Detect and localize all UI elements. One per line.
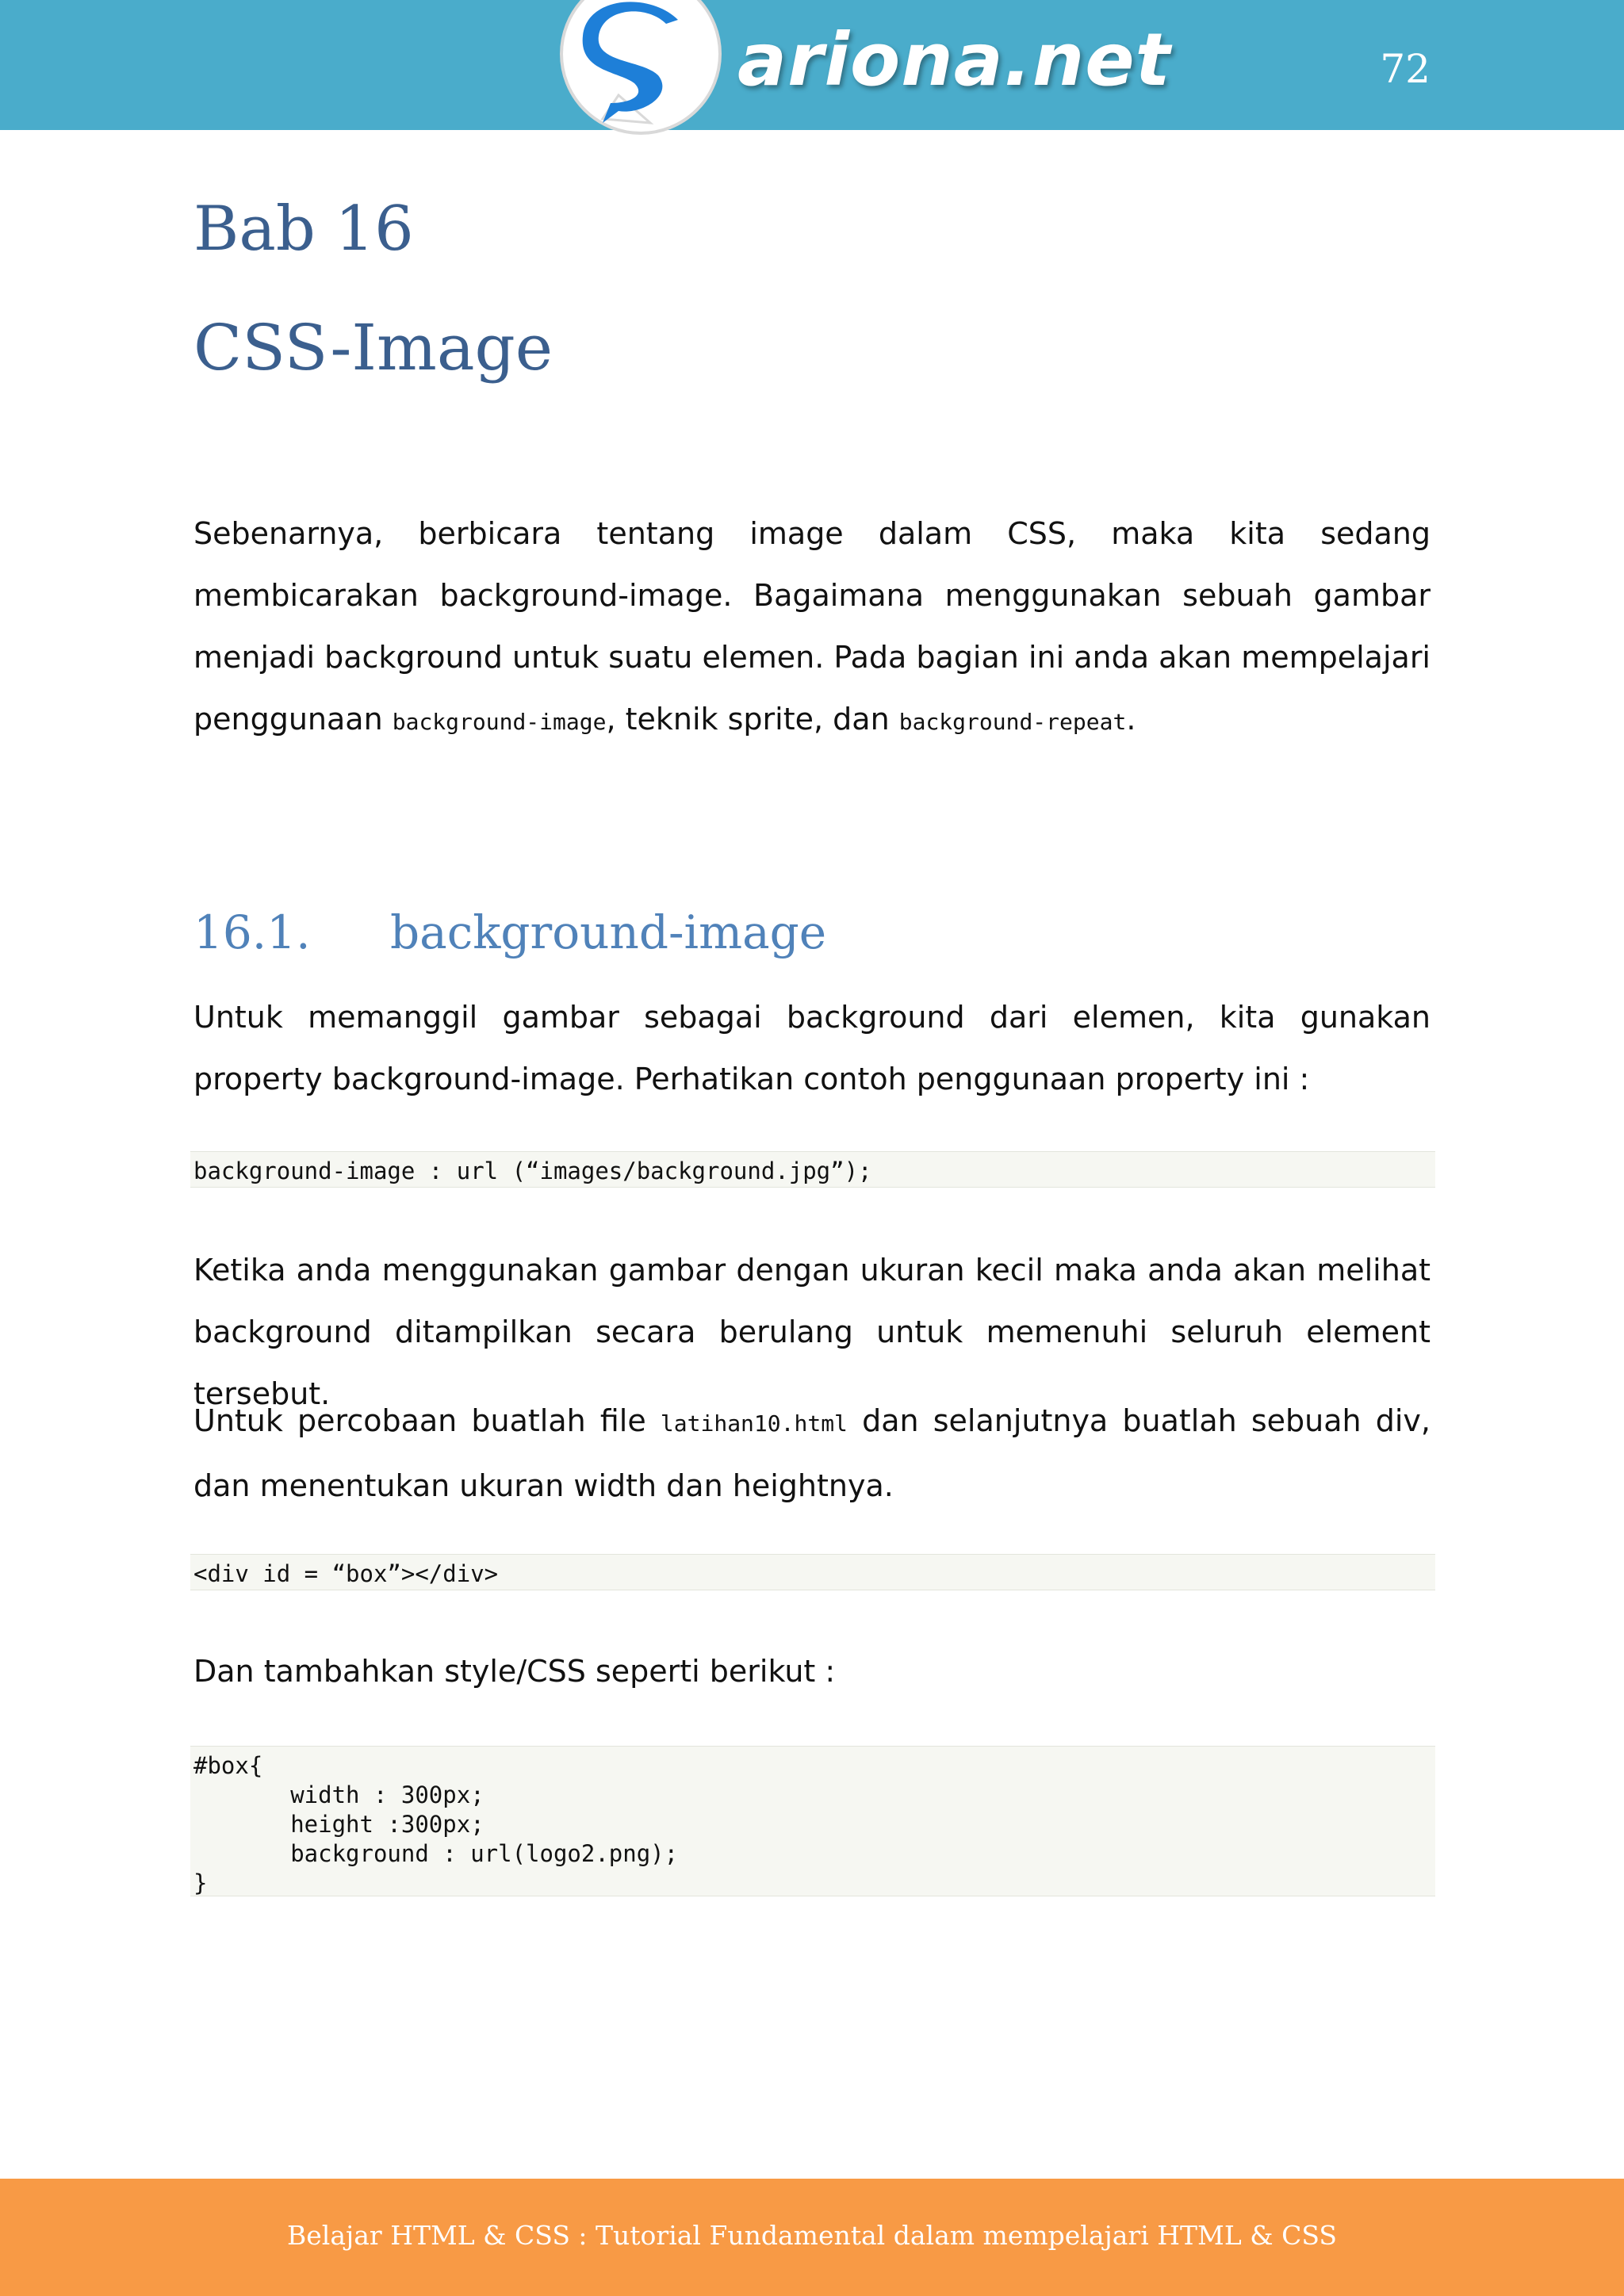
body-paragraph: Ketika anda menggunakan gambar dengan ukuran kecil maka anda akan melihat background ditampilkan secara berulang untuk memenuhi seluruh element tersebut. — [193, 1253, 1431, 1411]
intro-text: , teknik sprite, dan — [606, 702, 899, 737]
body-paragraph — [193, 1390, 1431, 1517]
footer-text: Belajar HTML & CSS : Tutorial Fundamental dalam mempelajari HTML & CSS — [287, 2220, 1337, 2251]
page-footer — [0, 2179, 1624, 2296]
chapter-label: Bab 16 — [193, 193, 414, 265]
brand-name: ariona.net — [737, 17, 1171, 102]
body-paragraph: Untuk memanggil gambar sebagai background dari elemen, kita gunakan property background-image. Perhatikan contoh penggunaan property ini : — [193, 1000, 1431, 1096]
section-heading — [193, 905, 826, 959]
inline-code: background-repeat — [898, 709, 1127, 735]
code-block: background-image : url (“images/background.jpg”); — [190, 1151, 1435, 1188]
intro-paragraph — [193, 503, 1431, 753]
section-number: 16.1. — [193, 905, 311, 959]
code-block: <div id = “box”></div> — [190, 1554, 1435, 1590]
body-text: dan selanjutnya buatlah sebuah div, dan menentukan ukuran width dan heightnya. — [193, 1403, 1431, 1503]
inline-code: latihan10.html — [660, 1410, 848, 1437]
intro-text: Sebenarnya, berbicara tentang image dalam CSS, maka kita sedang membicarakan background-image. Bagaimana menggunakan sebuah gambar menjadi background untuk suatu elemen. Pada bagian ini anda akan mempelajari penggunaan — [193, 516, 1431, 737]
chapter-title: CSS-Image — [193, 311, 553, 385]
inline-code: background-image — [392, 709, 607, 735]
body-paragraph: Dan tambahkan style/CSS seperti berikut : — [193, 1654, 836, 1689]
page-header — [0, 0, 1624, 130]
page-number: 72 — [1380, 46, 1431, 92]
code-block: #box{ width : 300px; height :300px; background : url(logo2.png); } — [190, 1746, 1435, 1896]
section-title: background-image — [390, 905, 827, 959]
body-text: Untuk percobaan buatlah file — [193, 1403, 661, 1438]
ariona-logo-icon — [555, 0, 730, 143]
intro-text: . — [1126, 702, 1136, 737]
